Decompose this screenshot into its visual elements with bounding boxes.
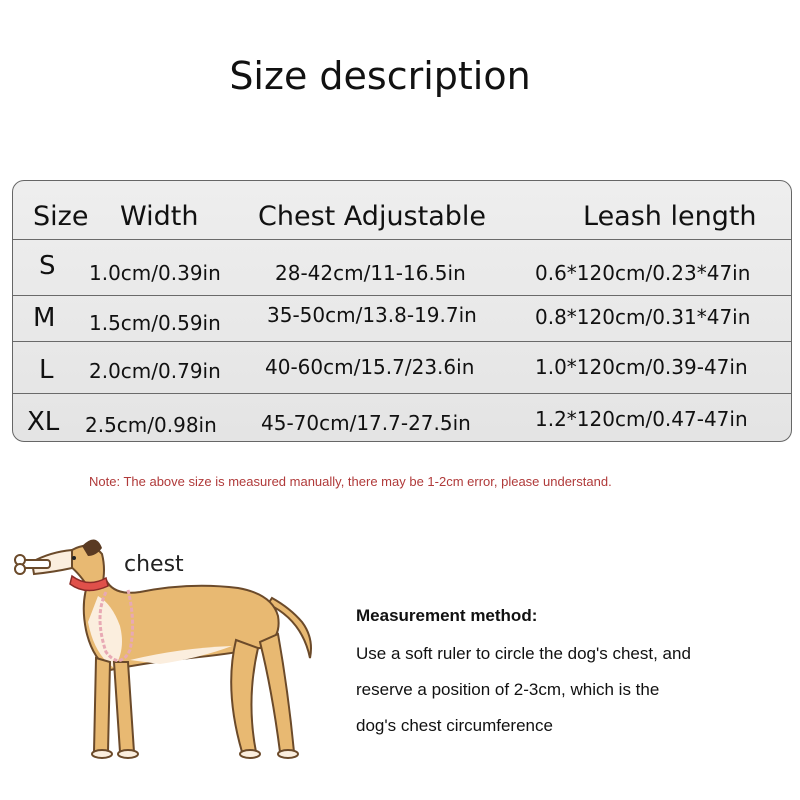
row-size: S — [39, 251, 56, 281]
size-note: Note: The above size is measured manually, there may be 1-2cm error, please understand. — [89, 474, 612, 489]
table-row — [13, 341, 791, 394]
row-chest: 35-50cm/13.8-19.7in — [267, 303, 477, 327]
header-size: Size — [33, 201, 89, 232]
row-chest: 40-60cm/15.7/23.6in — [265, 355, 475, 379]
table-row — [13, 239, 791, 296]
header-chest: Chest Adjustable — [258, 201, 487, 232]
row-width: 1.0cm/0.39in — [89, 261, 221, 285]
method-line: Use a soft ruler to circle the dog's chest, and — [356, 644, 691, 663]
row-leash: 0.8*120cm/0.31*47in — [535, 305, 751, 329]
row-leash: 1.2*120cm/0.47-47in — [535, 407, 748, 431]
row-width: 2.5cm/0.98in — [85, 413, 217, 437]
row-leash: 1.0*120cm/0.39-47in — [535, 355, 748, 379]
page-title: Size description — [229, 54, 531, 98]
row-width: 1.5cm/0.59in — [89, 311, 221, 335]
table-row — [13, 295, 791, 342]
header-leash: Leash length — [583, 201, 757, 232]
method-line: dog's chest circumference — [356, 716, 553, 735]
row-leash: 0.6*120cm/0.23*47in — [535, 261, 751, 285]
method-line: reserve a position of 2-3cm, which is the — [356, 680, 660, 699]
header-width: Width — [120, 201, 199, 232]
row-chest: 45-70cm/17.7-27.5in — [261, 411, 471, 435]
row-size: L — [39, 355, 54, 385]
row-width: 2.0cm/0.79in — [89, 359, 221, 383]
method-title: Measurement method: — [356, 606, 538, 625]
table-header-row — [13, 181, 791, 240]
table-row — [13, 393, 791, 441]
chest-label: chest — [124, 552, 184, 577]
row-size: XL — [27, 407, 60, 437]
row-size: M — [33, 303, 56, 333]
size-table — [12, 180, 792, 442]
row-chest: 28-42cm/11-16.5in — [275, 261, 466, 285]
